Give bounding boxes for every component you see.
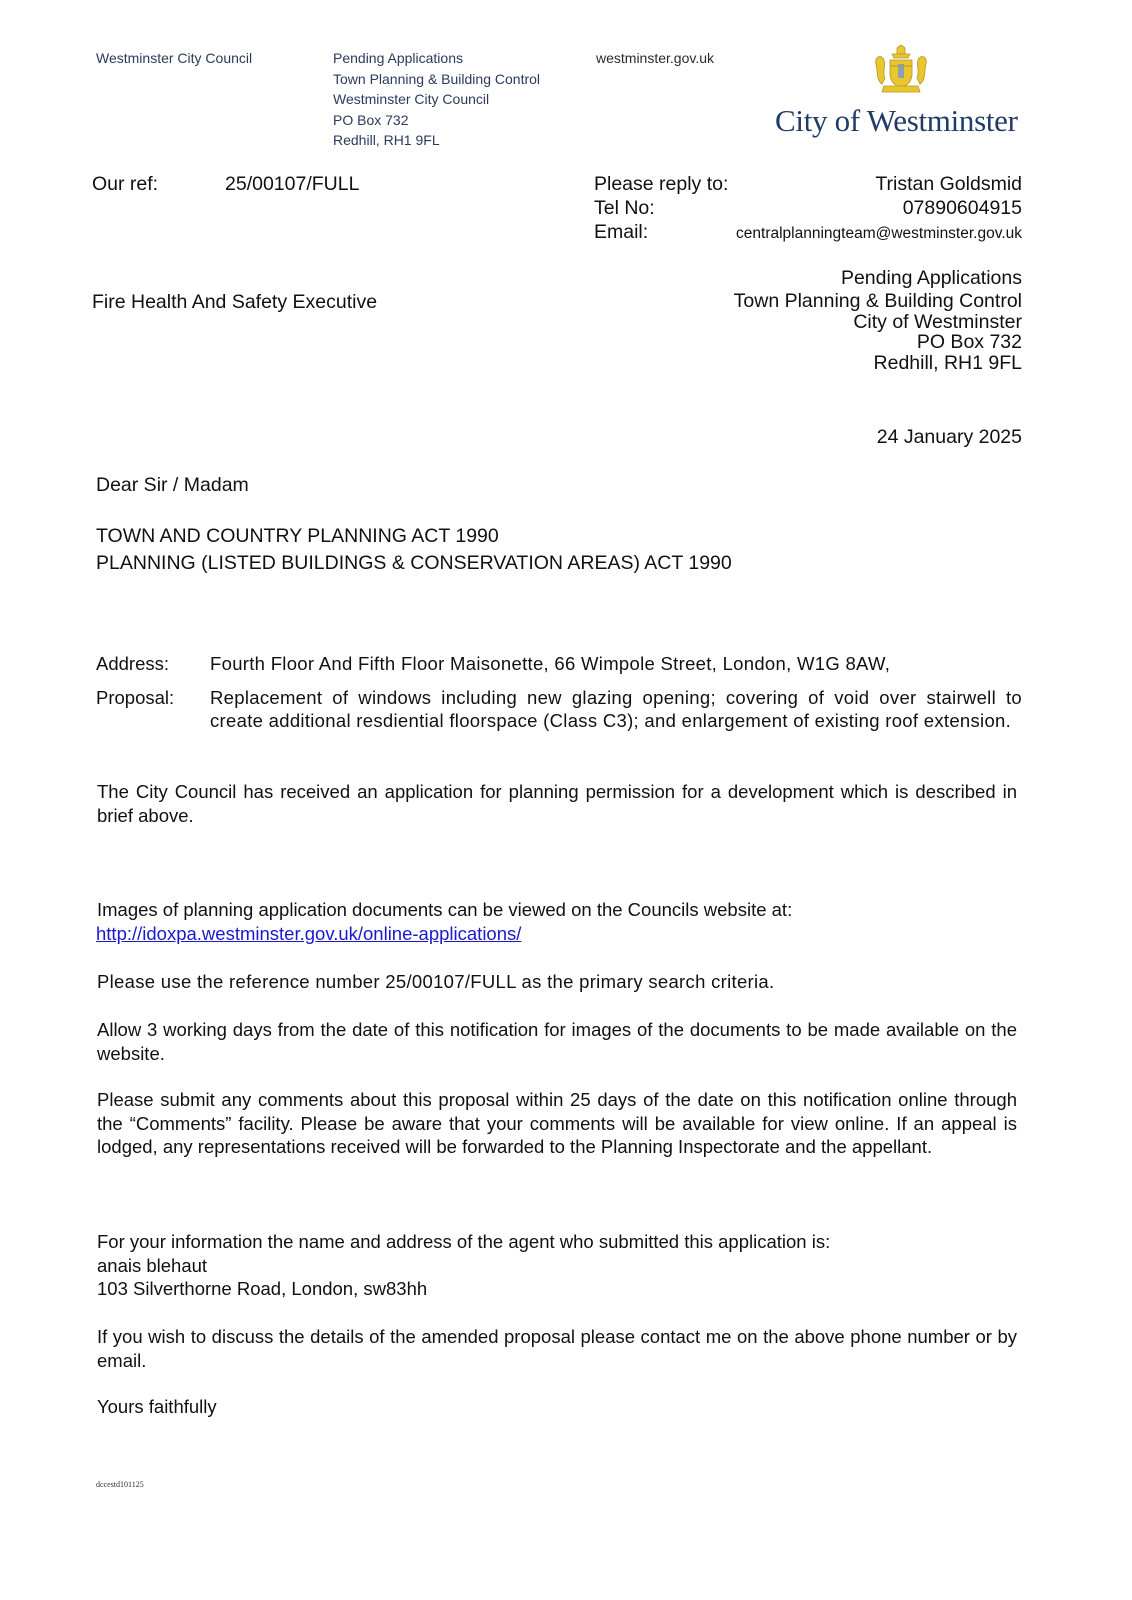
reply-to-label: Please reply to: <box>594 173 729 195</box>
received-paragraph: The City Council has received an application for planning permission for a development which is described in brief above. <box>97 781 1017 826</box>
email-label: Email: <box>594 221 649 243</box>
closing: Yours faithfully <box>97 1396 217 1417</box>
header-org-name: Westminster City Council <box>96 50 253 66</box>
sender-address-line: City of Westminster <box>853 311 1022 333</box>
sender-address-line: Town Planning & Building Control <box>733 289 1022 312</box>
allow-days-paragraph: Allow 3 working days from the date of this notification for images of the documents to be made available on the website. <box>97 1019 1017 1064</box>
proposal-value: Replacement of windows including new glazing opening; covering of void over stairwell to create additional resdiential floorspace (Class C3); and enlargement of existing roof extension. <box>210 687 1022 731</box>
agent-name: anais blehaut <box>97 1254 208 1276</box>
online-applications-link[interactable]: http://idoxpa.westminster.gov.uk/online-applications/ <box>96 923 522 944</box>
return-address-line: Pending Applications <box>333 50 463 66</box>
discuss-paragraph: If you wish to discuss the details of the amended proposal please contact me on the above phone number or by email. <box>97 1326 1017 1371</box>
header-return-address <box>333 48 540 151</box>
agent-info <box>97 1230 1017 1301</box>
return-address-line: Westminster City Council <box>333 91 490 107</box>
footer-document-code: dccestd101125 <box>96 1480 144 1489</box>
coat-of-arms-crest-icon <box>870 44 932 96</box>
sender-address-line: PO Box 732 <box>916 331 1022 353</box>
reference-note: Please use the reference number 25/00107/FULL as the primary search criteria. <box>97 971 775 992</box>
return-address-line: Town Planning & Building Control <box>333 70 541 87</box>
tel-label: Tel No: <box>594 197 655 219</box>
our-ref-label: Our ref: <box>92 173 159 195</box>
sender-address-line: Pending Applications <box>840 267 1022 289</box>
letter-date: 24 January 2025 <box>876 426 1022 448</box>
address-value: Fourth Floor And Fifth Floor Maisonette, 66 Wimpole Street, London, W1G 8AW, <box>210 653 891 674</box>
return-address-line: PO Box 732 <box>333 111 409 128</box>
reply-to-name: Tristan Goldsmid <box>875 173 1022 195</box>
sender-address <box>734 267 1022 375</box>
header-website: westminster.gov.uk <box>596 50 715 66</box>
agent-intro: For your information the name and address of the agent who submitted this application is: <box>97 1231 831 1252</box>
act-title: TOWN AND COUNTRY PLANNING ACT 1990 <box>96 525 499 547</box>
act-title: PLANNING (LISTED BUILDINGS & CONSERVATION AREAS) ACT 1990 <box>96 552 732 574</box>
our-ref-value: 25/00107/FULL <box>225 173 360 195</box>
comments-paragraph: Please submit any comments about this proposal within 25 days of the date on this notification online through the “Comments” facility. Please be aware that your comments will be available for view online. If an appeal is lodged, any representations received will be forwarded to the Planning Inspectorate and the appellant. <box>97 1089 1017 1157</box>
images-intro: Images of planning application documents can be viewed on the Councils website at: <box>97 899 793 920</box>
address-label: Address: <box>96 653 170 674</box>
tel-value: 07890604915 <box>902 197 1022 219</box>
salutation: Dear Sir / Madam <box>96 474 249 496</box>
email-value[interactable]: centralplanningteam@westminster.gov.uk <box>736 225 1022 242</box>
sender-address-line: Redhill, RH1 9FL <box>873 352 1022 374</box>
acts-heading <box>96 523 732 577</box>
agent-address: 103 Silverthorne Road, London, sw83hh <box>97 1278 428 1299</box>
return-address-line: Redhill, RH1 9FL <box>333 132 440 148</box>
recipient-name: Fire Health And Safety Executive <box>92 291 378 313</box>
logo-text: City of Westminster <box>775 103 1018 138</box>
proposal-label: Proposal: <box>96 687 175 708</box>
